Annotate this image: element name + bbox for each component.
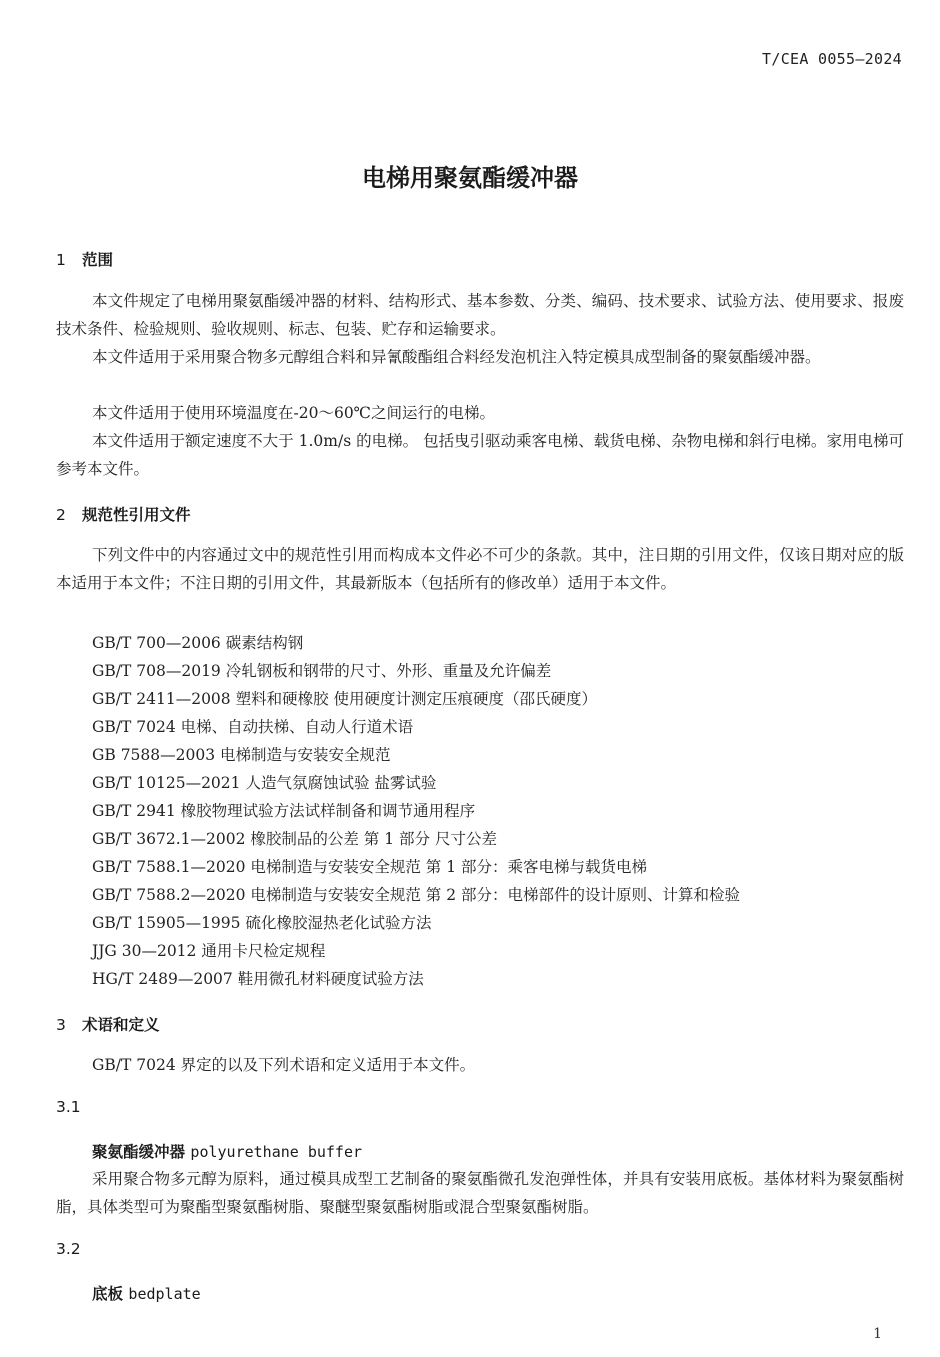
document-title: 电梯用聚氨酯缓冲器 [362, 164, 578, 192]
reference-item: HG/T 2489—2007 鞋用微孔材料硬度试验方法 [92, 970, 424, 988]
reference-item: GB/T 700—2006 碳素结构钢 [92, 634, 304, 652]
paragraph: 本文件适用于采用聚合物多元醇组合料和异氰酸酯组合料经发泡机注入特定模具成型制备的聚氨酯缓冲器。 [92, 348, 821, 366]
paragraph: 本文件适用于使用环境温度在-20～60℃之间运行的电梯。 [92, 404, 496, 422]
reference-item: GB/T 7024 电梯、自动扶梯、自动人行道术语 [92, 718, 414, 736]
section-number: 3 [56, 1016, 66, 1034]
term-en: polyurethane buffer [190, 1143, 363, 1161]
term-heading [92, 1282, 201, 1304]
reference-item: GB/T 15905—1995 硫化橡胶湿热老化试验方法 [92, 914, 432, 932]
paragraph: 本文件规定了电梯用聚氨酯缓冲器的材料、结构形式、基本参数、分类、编码、技术要求、试验方法、使用要求、报废技术条件、检验规则、验收规则、标志、包装、贮存和运输要求。 [56, 292, 904, 338]
section-3-heading [56, 1013, 160, 1035]
section-number: 2 [56, 506, 66, 524]
section-2-heading [56, 503, 191, 525]
reference-item: GB 7588—2003 电梯制造与安装安全规范 [92, 746, 391, 764]
term-en: bedplate [128, 1285, 201, 1303]
term-heading [92, 1140, 362, 1162]
reference-item: GB/T 7588.2—2020 电梯制造与安装安全规范 第 2 部分：电梯部件的设计原则、计算和检验 [92, 886, 741, 904]
reference-item: GB/T 3672.1—2002 橡胶制品的公差 第 1 部分 尺寸公差 [92, 830, 497, 848]
reference-item: GB/T 2941 橡胶物理试验方法试样制备和调节通用程序 [92, 802, 476, 820]
term-number: 3.2 [56, 1240, 81, 1258]
section-title: 术语和定义 [82, 1016, 160, 1034]
section-title: 规范性引用文件 [82, 506, 191, 524]
term-zh: 底板 [92, 1285, 124, 1303]
page-number: 1 [873, 1326, 882, 1342]
paragraph: 下列文件中的内容通过文中的规范性引用而构成本文件必不可少的条款。其中，注日期的引用文件，仅该日期对应的版本适用于本文件；不注日期的引用文件，其最新版本（包括所有的修改单）适用于本文件。 [56, 546, 904, 592]
reference-item: GB/T 7588.1—2020 电梯制造与安装安全规范 第 1 部分：乘客电梯与载货电梯 [92, 858, 648, 876]
reference-item: GB/T 708—2019 冷轧钢板和钢带的尺寸、外形、重量及允许偏差 [92, 662, 552, 680]
section-1-heading [56, 248, 113, 270]
term-definition: 采用聚合物多元醇为原料，通过模具成型工艺制备的聚氨酯微孔发泡弹性体，并具有安装用底板。基体材料为聚氨酯树脂，具体类型可为聚酯型聚氨酯树脂、聚醚型聚氨酯树脂或混合型聚氨酯树脂。 [56, 1170, 904, 1216]
paragraph: GB/T 7024 界定的以及下列术语和定义适用于本文件。 [92, 1056, 476, 1074]
term-zh: 聚氨酯缓冲器 [92, 1143, 186, 1161]
reference-item: JJG 30—2012 通用卡尺检定规程 [92, 942, 326, 960]
reference-item: GB/T 2411—2008 塑料和硬橡胶 使用硬度计测定压痕硬度（邵氏硬度） [92, 690, 598, 708]
section-number: 1 [56, 251, 66, 269]
document-number: T/CEA 0055—2024 [762, 50, 902, 68]
paragraph: 本文件适用于额定速度不大于 1.0m/s 的电梯。 包括曳引驱动乘客电梯、载货电梯、杂物电梯和斜行电梯。家用电梯可参考本文件。 [56, 432, 904, 478]
reference-item: GB/T 10125—2021 人造气氛腐蚀试验 盐雾试验 [92, 774, 437, 792]
section-title: 范围 [82, 251, 114, 269]
term-number: 3.1 [56, 1098, 81, 1116]
